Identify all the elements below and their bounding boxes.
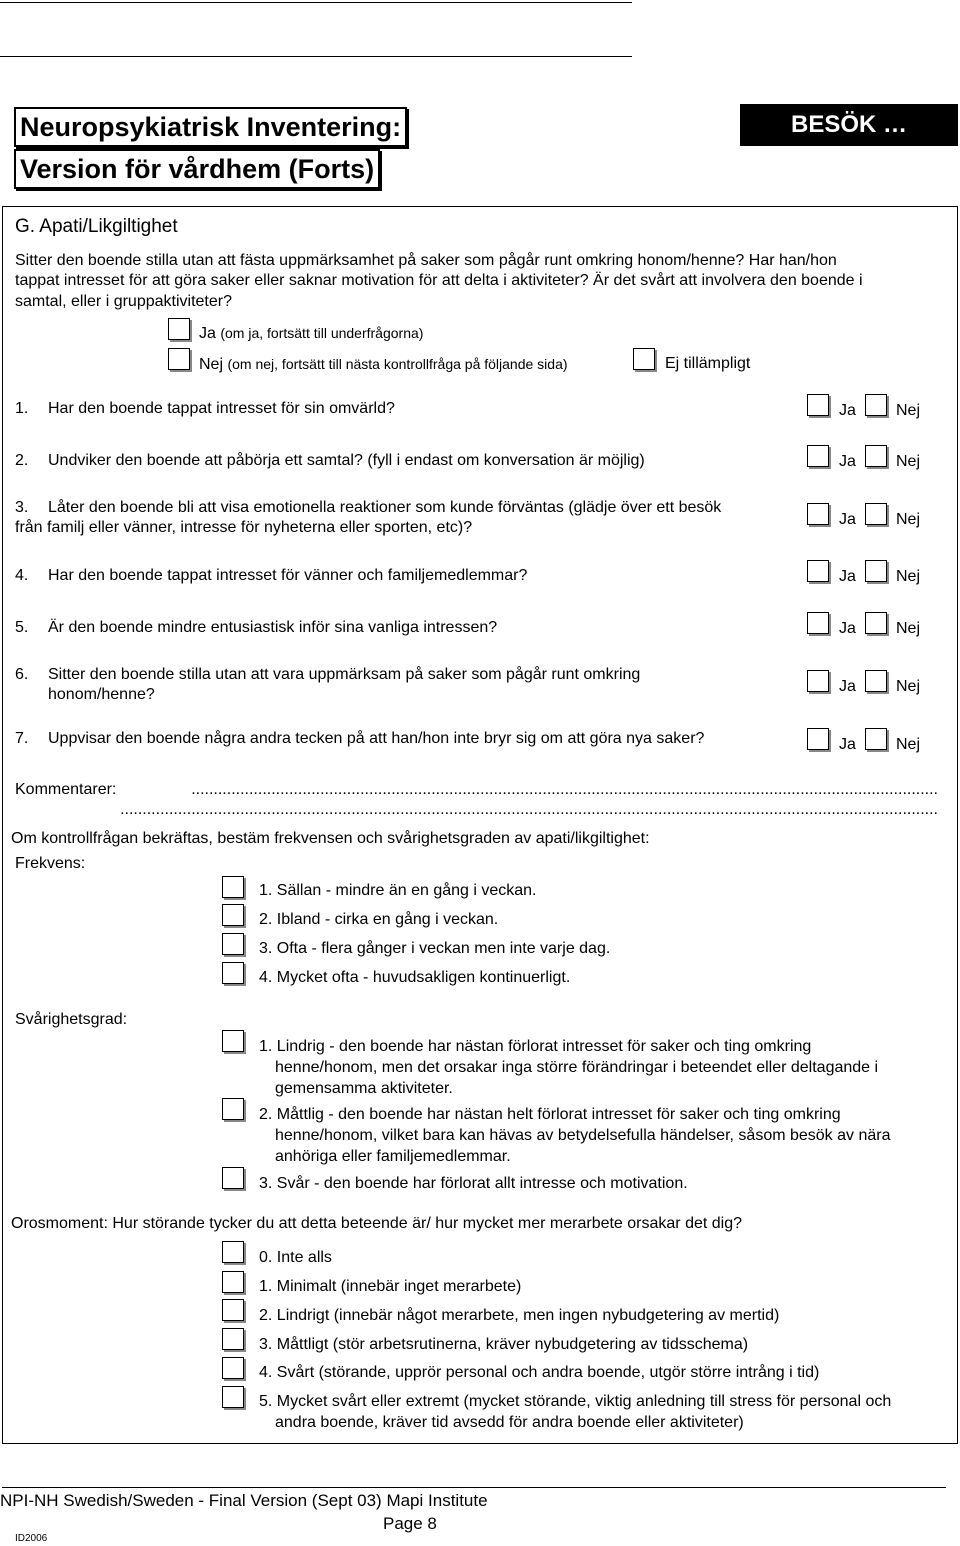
q6-yes-checkbox[interactable] [807,670,829,692]
form-title-line2: Version för vårdhem (Forts) [14,149,380,189]
q4-no-checkbox[interactable] [865,560,887,582]
screen-no-text: Nej [199,356,224,373]
q4-yes-label: Ja [839,568,856,585]
distress-0-label: 0. Inte alls [259,1249,332,1266]
distress-4-label: 4. Svårt (störande, upprör personal och andra boende, utgör större intrång i tid) [259,1364,820,1381]
q7-yes-label: Ja [839,736,856,753]
intro-line-1: Sitter den boende stilla utan att fästa uppmärksamhet på saker som pågår runt omkring honom/henne? Har han/hon [15,252,837,269]
severity-2-label [259,1104,891,1167]
comments-label: Kommentarer: [15,781,117,798]
screen-no-label [199,354,568,375]
question-number: 1. [15,400,29,417]
frequency-4-label: 4. Mycket ofta - huvudsakligen kontinuerligt. [259,969,571,986]
frequency-2-checkbox[interactable] [222,904,244,926]
q3-yes-label: Ja [839,511,856,528]
distress-3-checkbox[interactable] [222,1328,244,1350]
screen-yes-checkbox[interactable] [168,318,190,340]
question-text-cont: från familj eller vänner, intresse för nyheterna eller sporten, etc)? [15,519,473,536]
question-number: 5. [15,619,29,636]
distress-4-checkbox[interactable] [222,1357,244,1379]
frequency-label: Frekvens: [15,855,86,872]
question-text: Låter den boende bli att visa emotionella reaktioner som kunde förväntas (glädje över ett besök [48,499,722,516]
distress-2-label: 2. Lindrigt (innebär något merarbete, men ingen nybudgetering av mertid) [259,1307,780,1324]
q6-yes-label: Ja [839,678,856,695]
distress-5-checkbox[interactable] [222,1386,244,1408]
intro-line-3: samtal, eller i gruppaktiviteter? [15,293,232,310]
distress-1-label: 1. Minimalt (innebär inget merarbete) [259,1278,522,1295]
distress-2-checkbox[interactable] [222,1299,244,1321]
q7-yes-checkbox[interactable] [807,728,829,750]
intro-line-2: tappat intresset för att göra saker eller saknar motivation för att delta i aktiviteter? Är det svårt att involvera den boende i [15,272,863,289]
distress-5-line1: 5. Mycket svårt eller extremt (mycket störande, viktig anledning till stress för personal och [259,1393,892,1410]
distress-5-line2: andra boende, kräver tid avsedd för andra boende eller aktiviteter) [275,1414,744,1431]
severity-2-checkbox[interactable] [222,1098,244,1120]
screen-no-note: (om nej, fortsätt till nästa kontrollfråga på följande sida) [227,356,568,372]
q3-yes-checkbox[interactable] [807,503,829,525]
q2-yes-checkbox[interactable] [807,445,829,467]
frequency-4-checkbox[interactable] [222,962,244,984]
distress-0-checkbox[interactable] [222,1241,244,1263]
severity-2-line3: anhöriga eller familjemedlemmar. [275,1148,511,1165]
frequency-3-checkbox[interactable] [222,933,244,955]
q7-no-checkbox[interactable] [865,728,887,750]
q5-no-checkbox[interactable] [865,612,887,634]
severity-1-line3: gemensamma aktiviteter. [275,1080,453,1097]
severity-1-checkbox[interactable] [222,1030,244,1052]
distress-1-checkbox[interactable] [222,1271,244,1293]
frequency-2-label: 2. Ibland - cirka en gång i veckan. [259,911,499,928]
q5-yes-checkbox[interactable] [807,612,829,634]
severity-1-label [259,1036,878,1099]
screen-na-label: Ej tillämpligt [665,355,751,372]
question-text: Är den boende mindre entusiastisk inför sina vanliga intressen? [48,619,498,636]
q2-no-label: Nej [896,453,921,470]
q7-no-label: Nej [896,736,921,753]
distress-5-label [259,1391,891,1433]
distress-3-label: 3. Måttligt (stör arbetsrutinerna, kräver nybudgetering av tidsschema) [259,1336,749,1353]
question-text: Undviker den boende att påbörja ett samtal? (fyll i endast om konversation är möjlig) [48,452,645,469]
q1-no-checkbox[interactable] [865,394,887,416]
question-text: Uppvisar den boende några andra tecken på att han/hon inte bryr sig om att göra nya saker? [48,730,705,747]
question-text: Sitter den boende stilla utan att vara uppmärksam på saker som pågår runt omkring [48,666,641,683]
q5-no-label: Nej [896,620,921,637]
question-number: 3. [15,499,29,516]
question-text: Har den boende tappat intresset för sin omvärld? [48,400,395,417]
severity-3-label: 3. Svår - den boende har förlorat allt intresse och motivation. [259,1175,688,1192]
q4-no-label: Nej [896,568,921,585]
question-text-cont: honom/henne? [48,686,155,703]
severity-2-line2: henne/honom, vilket bara kan hävas av betydelsefulla händelser, såsom besök av nära [275,1127,891,1144]
section-heading: G. Apati/Likgiltighet [15,216,178,237]
severity-3-checkbox[interactable] [222,1167,244,1189]
top-rule-2 [0,56,632,57]
screen-na-checkbox[interactable] [633,348,655,370]
form-title-line1: Neuropsykiatrisk Inventering: [14,107,407,147]
screen-yes-label [199,323,423,344]
q3-no-label: Nej [896,511,921,528]
q5-yes-label: Ja [839,620,856,637]
comments-dots-2[interactable]: ........................................................................................................................................................................................ [120,801,938,818]
frequency-3-label: 3. Ofta - flera gånger i veckan men inte varje dag. [259,940,611,957]
severity-label: Svårighetsgrad: [15,1011,128,1028]
severity-1-line1: 1. Lindrig - den boende har nästan förlorat intresset för saker och ting omkring [259,1038,812,1055]
q2-no-checkbox[interactable] [865,445,887,467]
q1-yes-label: Ja [839,402,856,419]
q1-yes-checkbox[interactable] [807,394,829,416]
q4-yes-checkbox[interactable] [807,560,829,582]
question-number: 7. [15,730,29,747]
question-text: Har den boende tappat intresset för vänner och familjemedlemmar? [48,567,528,584]
top-rule-1 [0,2,632,3]
section-frame [2,206,958,1444]
q3-no-checkbox[interactable] [865,503,887,525]
question-number: 2. [15,452,29,469]
page-number: Page 8 [383,1514,437,1533]
screen-yes-note: (om ja, fortsätt till underfrågorna) [220,325,424,341]
footer-rule [2,1487,946,1488]
question-number: 4. [15,567,29,584]
frequency-1-checkbox[interactable] [222,876,244,898]
document-id: ID2006 [15,1533,48,1544]
q1-no-label: Nej [896,402,921,419]
severity-1-line2: henne/honom, men det orsakar inga större förändringar i beteendet eller deltagande i [275,1059,879,1076]
severity-2-line1: 2. Måttlig - den boende har nästan helt förlorat intresset för saker och ting omkring [259,1106,841,1123]
distress-intro: Orosmoment: Hur störande tycker du att detta beteende är/ hur mycket mer merarbete orsakar det dig? [11,1215,743,1232]
q6-no-label: Nej [896,678,921,695]
screen-no-checkbox[interactable] [168,348,190,370]
comments-dots-1[interactable]: ........................................................................................................................................................................ [191,781,938,798]
frequency-1-label: 1. Sällan - mindre än en gång i veckan. [259,882,537,899]
question-number: 6. [15,666,29,683]
q6-no-checkbox[interactable] [865,670,887,692]
footer-text: NPI-NH Swedish/Sweden - Final Version (Sept 03) Mapi Institute [0,1491,488,1510]
screen-yes-text: Ja [199,325,216,342]
frequency-intro: Om kontrollfrågan bekräftas, bestäm frekvensen och svårighetsgraden av apati/likgiltighet: [11,830,650,847]
visit-badge: BESÖK … [740,104,958,146]
q2-yes-label: Ja [839,453,856,470]
